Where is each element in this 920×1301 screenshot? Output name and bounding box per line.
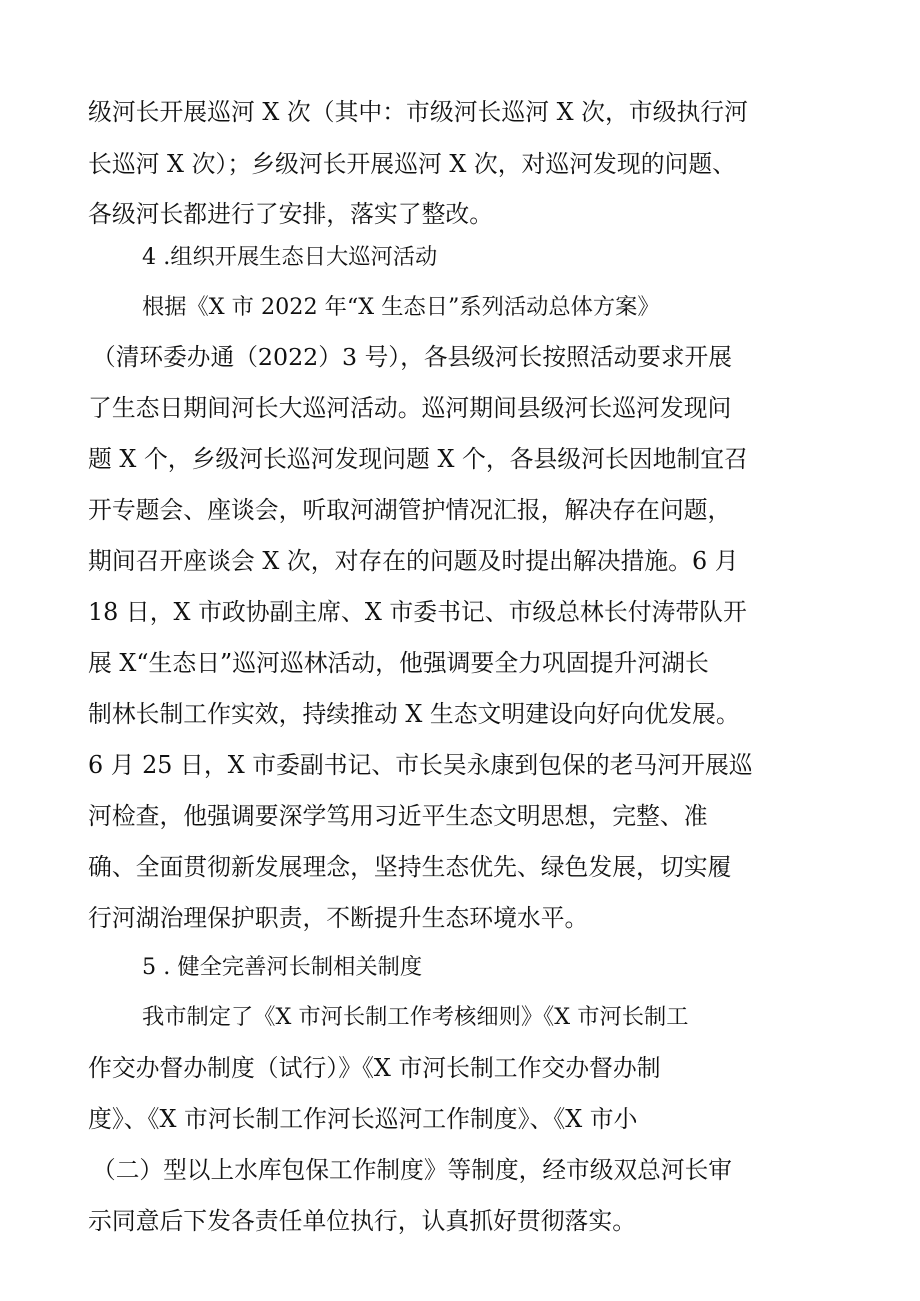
text-line-11: 18 日，X 市政协副主席、X 市委书记、市级总林长付涛带队开 bbox=[88, 598, 747, 626]
section-heading-5: 5 . 健全完善河长制相关制度 bbox=[142, 954, 423, 980]
text-line-13: 制林长制工作实效，持续推动 X 生态文明建设向好向优发展。 bbox=[88, 700, 740, 728]
text-line-8: 题 X 个，乡级河长巡河发现问题 X 个，各县级河长因地制宜召 bbox=[88, 445, 748, 473]
text-line-17: 行河湖治理保护职责，不断提升生态环境水平。 bbox=[88, 904, 589, 932]
text-line-2: 长巡河 X 次）；乡级河长开展巡河 X 次，对巡河发现的问题、 bbox=[88, 150, 737, 178]
text-line-7: 了生态日期间河长大巡河活动。巡河期间县级河长巡河发现问 bbox=[88, 394, 732, 422]
text-line-16: 确、全面贯彻新发展理念，坚持生态优先、绿色发展，切实履 bbox=[88, 853, 732, 881]
text-line-14: 6 月 25 日，X 市委副书记、市长吴永康到包保的老马河开展巡 bbox=[88, 751, 753, 779]
text-line-3: 各级河长都进行了安排，落实了整改。 bbox=[88, 200, 494, 228]
text-line-10: 期间召开座谈会 X 次，对存在的问题及时提出解决措施。6 月 bbox=[88, 547, 739, 575]
text-line-22: （二）型以上水库包保工作制度》等制度，经市级双总河长审 bbox=[92, 1156, 732, 1184]
text-line-5: 根据《X 市 2022 年“X 生态日”系列活动总体方案》 bbox=[142, 294, 660, 320]
text-line-12: 展 X“生态日”巡河巡林活动，他强调要全力巩固提升河湖长 bbox=[88, 649, 709, 677]
text-line-1: 级河长开展巡河 X 次（其中：市级河长巡河 X 次，市级执行河 bbox=[88, 98, 748, 126]
text-line-6: （清环委办通（2022）3 号），各县级河长按照活动要求开展 bbox=[92, 343, 732, 371]
text-line-21: 度》、《X 市河长制工作河长巡河工作制度》、《X 市小 bbox=[88, 1105, 638, 1133]
text-line-23: 示同意后下发各责任单位执行，认真抓好贯彻落实。 bbox=[88, 1207, 637, 1235]
text-line-19: 我市制定了《X 市河长制工作考核细则》《X 市河长制工 bbox=[142, 1004, 689, 1030]
section-heading-4: 4 .组织开展生态日大巡河活动 bbox=[142, 244, 438, 270]
text-line-9: 开专题会、座谈会，听取河湖管护情况汇报，解决存在问题， bbox=[88, 496, 732, 524]
text-line-15: 河检查，他强调要深学笃用习近平生态文明思想，完整、准 bbox=[88, 802, 708, 830]
text-line-20: 作交办督办制度（试行）》《X 市河长制工作交办督办制 bbox=[88, 1054, 661, 1082]
